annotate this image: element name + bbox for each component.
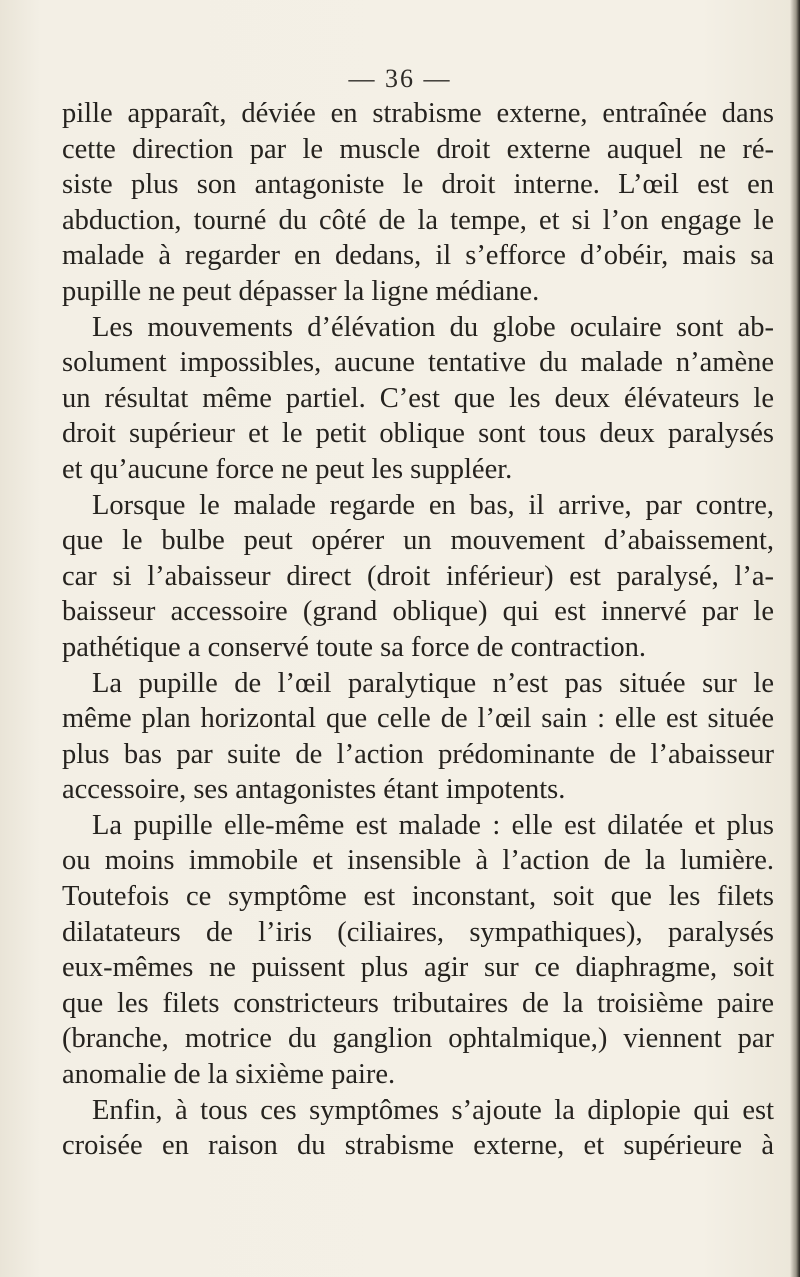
text-line: Enfin, à tous ces symptômes s’ajoute la diplopie qui est — [92, 1094, 774, 1126]
text-line: un résultat même partiel. C’est que les deux élévateurs le — [62, 382, 774, 414]
text-line: dilatateurs de l’iris (ciliaires, sympathiques), paralysés — [62, 916, 774, 948]
text-line: malade à regarder en dedans, il s’efforce d’obéir, mais sa — [62, 240, 774, 272]
paragraph — [62, 1093, 774, 1164]
text-line: plus bas par suite de l’action prédominante de l’abaisseur — [62, 738, 774, 770]
paragraph — [62, 808, 774, 1093]
paragraph — [62, 310, 774, 488]
text-line: pathétique a conservé toute sa force de contraction. — [62, 631, 646, 663]
text-line: solument impossibles, aucune tentative du malade n’amène — [62, 347, 774, 379]
text-line: même plan horizontal que celle de l’œil sain : elle est située — [62, 703, 774, 735]
text-line: La pupille de l’œil paralytique n’est pas située sur le — [92, 667, 774, 699]
text-line: Toutefois ce symptôme est inconstant, soit que les filets — [62, 881, 774, 913]
paragraph — [62, 666, 774, 808]
text-line: croisée en raison du strabisme externe, et supérieure à — [62, 1130, 774, 1162]
text-line: La pupille elle-même est malade : elle est dilatée et plus — [92, 809, 774, 841]
text-line: car si l’abaisseur direct (droit inférieur) est paralysé, l’a- — [62, 560, 774, 592]
page-edge-shadow — [790, 0, 800, 1277]
text-line: que les filets constricteurs tributaires de la troisième paire — [62, 987, 774, 1019]
text-line: que le bulbe peut opérer un mouvement d’abaissement, — [62, 525, 774, 557]
text-line: siste plus son antagoniste le droit interne. L’œil est en — [62, 169, 774, 201]
body-text — [62, 96, 774, 1164]
paragraph — [62, 96, 774, 310]
text-line: (branche, motrice du ganglion ophtalmique,) viennent par — [62, 1023, 774, 1055]
text-line: Lorsque le malade regarde en bas, il arrive, par contre, — [92, 489, 774, 521]
text-line: accessoire, ses antagonistes étant impotents. — [62, 774, 566, 806]
page-number: — 36 — — [348, 64, 452, 93]
text-line: et qu’aucune force ne peut les suppléer. — [62, 453, 513, 485]
text-line: cette direction par le muscle droit externe auquel ne ré- — [62, 133, 774, 165]
text-line: anomalie de la sixième paire. — [62, 1059, 396, 1091]
text-line: eux-mêmes ne puissent plus agir sur ce diaphragme, soit — [62, 952, 774, 984]
text-line: ou moins immobile et insensible à l’action de la lumière. — [62, 845, 774, 877]
text-line: pille apparaît, déviée en strabisme externe, entraînée dans — [62, 98, 774, 129]
text-line: droit supérieur et le petit oblique sont tous deux paralysés — [62, 418, 774, 450]
text-line: Les mouvements d’élévation du globe oculaire sont ab- — [92, 311, 774, 343]
text-line: baisseur accessoire (grand oblique) qui est innervé par le — [62, 596, 774, 628]
text-line: abduction, tourné du côté de la tempe, et si l’on engage le — [62, 204, 774, 236]
text-line: pupille ne peut dépasser la ligne médiane. — [62, 275, 540, 307]
paragraph — [62, 488, 774, 666]
